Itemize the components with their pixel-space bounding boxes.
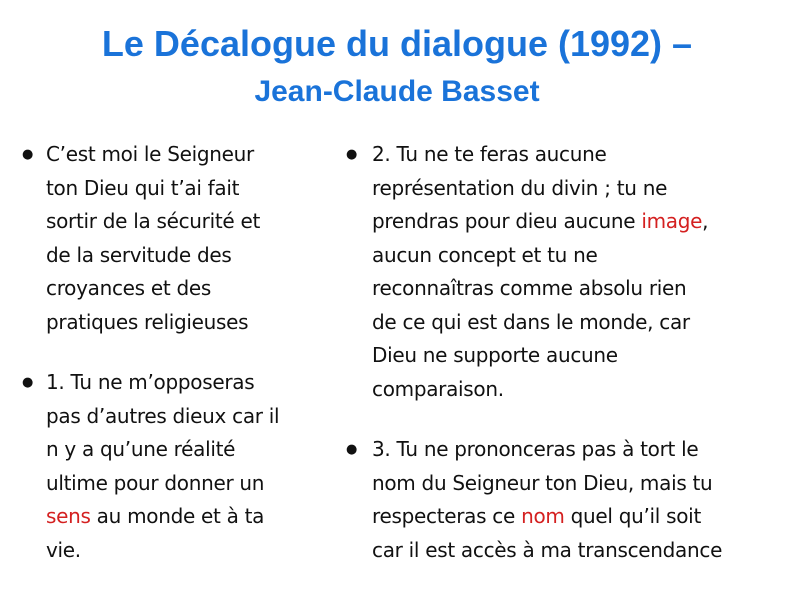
left-column-list — [22, 138, 322, 567]
text-line: de la servitude des — [46, 242, 232, 267]
text-line: aucun concept et tu ne — [372, 242, 598, 267]
list-item-commandment-3 — [346, 433, 786, 567]
text-line: Dieu ne supporte aucune — [372, 343, 618, 367]
text-line: sortir de la sécurité et — [46, 209, 261, 233]
text-fragment: respecteras ce — [372, 504, 522, 528]
text-line: car il est accès à ma transcendance — [372, 537, 723, 562]
text-line: 2. Tu ne te feras aucune — [372, 142, 607, 166]
text-fragment: au monde et à ta — [90, 504, 265, 528]
bullet-icon: ● — [346, 442, 358, 457]
text-line: de ce qui est dans le monde, car — [372, 309, 690, 334]
text-line: ultime pour donner un — [46, 470, 265, 495]
text-fragment: quel qu’il soit — [564, 504, 701, 528]
bullet-icon: ● — [22, 375, 34, 390]
text-line: reconnaîtras comme absolu rien — [372, 276, 687, 300]
right-column-list — [346, 138, 786, 567]
text-line: ton Dieu qui t’ai fait — [46, 175, 240, 200]
slide-title: Le Décalogue du dialogue (1992) – — [101, 23, 693, 64]
text-line: 3. Tu ne prononceras pas à tort le — [372, 437, 699, 461]
text-line: C’est moi le Seigneur — [46, 142, 254, 166]
list-item-commandment-1 — [22, 366, 322, 567]
text-line — [372, 205, 786, 239]
text-line: vie. — [46, 537, 81, 562]
highlight-word-sens: sens — [46, 504, 91, 528]
list-item-commandment-prologue — [22, 138, 322, 339]
text-line — [372, 500, 786, 534]
highlight-word-nom: nom — [521, 504, 565, 528]
slide-subtitle-author: Jean-Claude Basset — [254, 75, 540, 108]
text-line: 1. Tu ne m’opposeras — [46, 370, 255, 394]
text-line: pratiques religieuses — [46, 309, 249, 334]
highlight-word-image: image — [641, 209, 703, 233]
text-line: représentation du divin ; tu ne — [372, 175, 668, 200]
text-fragment: , — [702, 209, 709, 233]
bullet-icon: ● — [346, 147, 358, 162]
text-line: n y a qu’une réalité — [46, 437, 236, 461]
bullet-icon: ● — [22, 147, 34, 162]
text-line: croyances et des — [46, 276, 211, 300]
text-fragment: prendras pour dieu aucune — [372, 209, 642, 233]
list-item-commandment-2 — [346, 138, 786, 406]
text-line — [46, 500, 322, 534]
text-line: comparaison. — [372, 376, 504, 401]
text-line: nom du Seigneur ton Dieu, mais tu — [372, 470, 713, 495]
text-line: pas d’autres dieux car il — [46, 403, 280, 428]
